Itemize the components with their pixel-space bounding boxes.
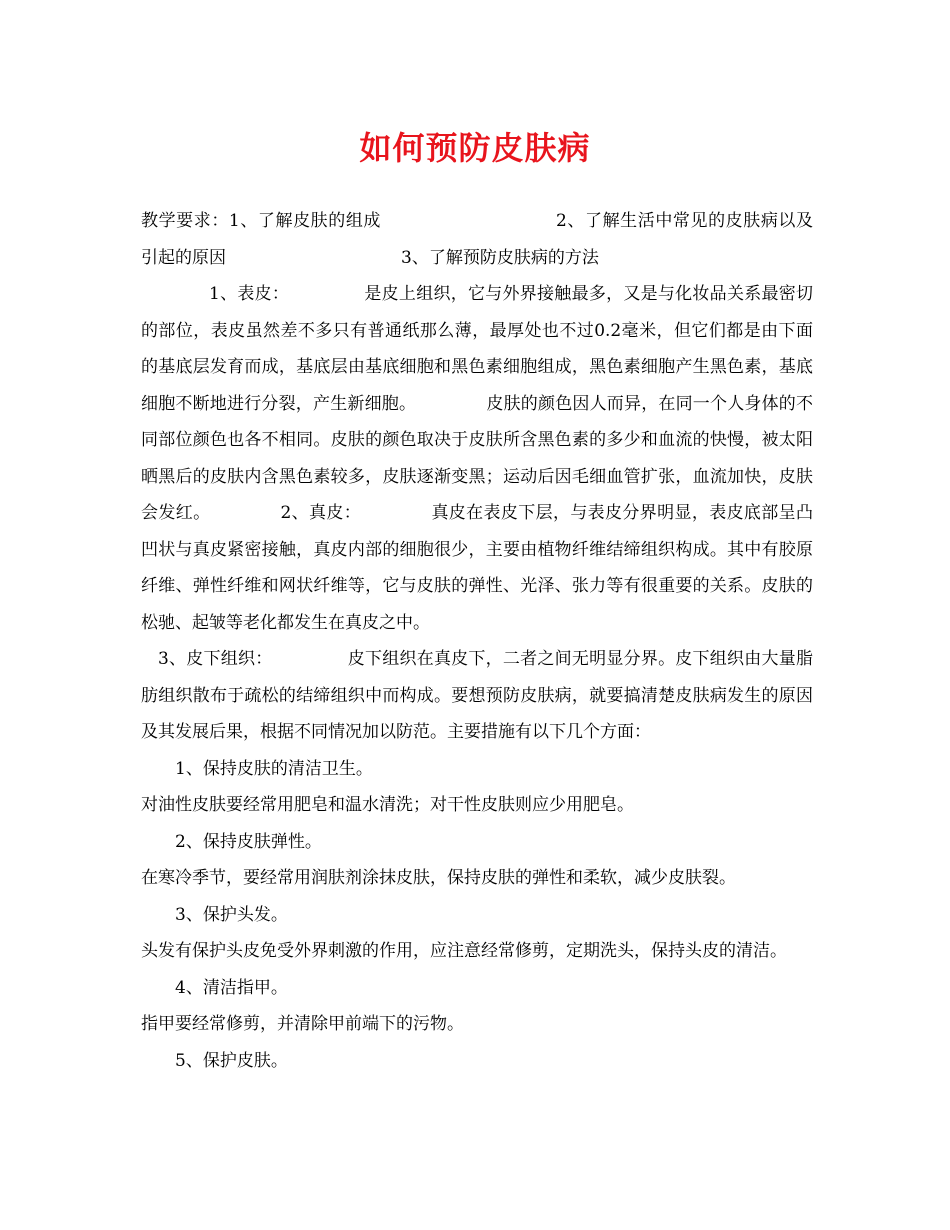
teaching-requirements	[141, 203, 813, 276]
epidermis-text-2: 皮肤的颜色因人而异，在同一个人身体的不同部位颜色也各不相同。皮肤的颜色取决于皮肤所含黑色素的多少和血流的快慢，被太阳晒黑后的皮肤内含黑色素较多，皮肤逐渐变黑；运动后因毛细血管扩张，血流加快，皮肤会发红。	[141, 393, 814, 523]
requirement-item-1: 1、了解皮肤的组成	[228, 211, 381, 231]
requirement-item-3: 3、了解预防皮肤病的方法	[401, 247, 599, 268]
measure-text-4: 指甲要经常修剪，并清除甲前端下的污物。	[141, 1014, 464, 1034]
dermis-heading: 2、真皮：	[280, 503, 362, 523]
document-title: 如何预防皮肤病	[359, 129, 591, 167]
measure-heading-5: 5、保护皮肤。	[175, 1050, 288, 1071]
measure-text-3: 头发有保护头皮免受外界刺激的作用，应注意经常修剪，定期洗头，保持头皮的清洁。	[141, 941, 787, 961]
measure-text-2: 在寒冷季节，要经常用润肤剂涂抹皮肤，保持皮肤的弹性和柔软，减少皮肤裂。	[141, 868, 736, 888]
document-body	[141, 203, 813, 1079]
measure-heading-1: 1、保持皮肤的清洁卫生。	[175, 758, 373, 779]
measure-text-1: 对油性皮肤要经常用肥皂和温水清洗；对干性皮肤则应少用肥皂。	[141, 795, 634, 815]
measure-heading-3: 3、保护头发。	[175, 904, 288, 925]
epidermis-text-1: 是皮上组织，它与外界接触最多，又是与化妆品关系最密切的部位，表皮虽然差不多只有普通纸那么薄，最厚处也不过0.2毫米，但它们都是由下面的基底层发育而成，基底层由基底细胞和黑色素细胞组成，黑色素细胞产生黑色素，基底细胞不断地进行分裂，产生新细胞。	[141, 284, 813, 414]
requirement-item-2: 2、了解生活中常见的皮肤病以及引起的原因	[141, 211, 813, 268]
epidermis-heading: 1、表皮：	[209, 284, 290, 304]
measure-heading-4: 4、清洁指甲。	[175, 977, 288, 998]
requirements-label: 教学要求：	[141, 211, 229, 231]
section-subcutis	[141, 641, 813, 751]
subcutis-heading: 3、皮下组织：	[158, 649, 273, 669]
section-epidermis	[141, 276, 813, 641]
subcutis-text: 皮下组织在真皮下，二者之间无明显分界。皮下组织由大量脂肪组织散布于疏松的结缔组织中而构成。要想预防皮肤病，就要搞清楚皮肤病发生的原因及其发展后果，根据不同情况加以防范。主要措施有以下几个方面：	[141, 649, 813, 742]
measure-heading-2: 2、保持皮肤弹性。	[175, 831, 322, 852]
dermis-text: 真皮在表皮下层，与表皮分界明显，表皮底部呈凸凹状与真皮紧密接触，真皮内部的细胞很少，主要由植物纤维结缔组织构成。其中有胶原纤维、弹性纤维和网状纤维等，它与皮肤的弹性、光泽、张力等有很重要的关系。皮肤的松驰、起皱等老化都发生在真皮之中。	[141, 503, 814, 633]
